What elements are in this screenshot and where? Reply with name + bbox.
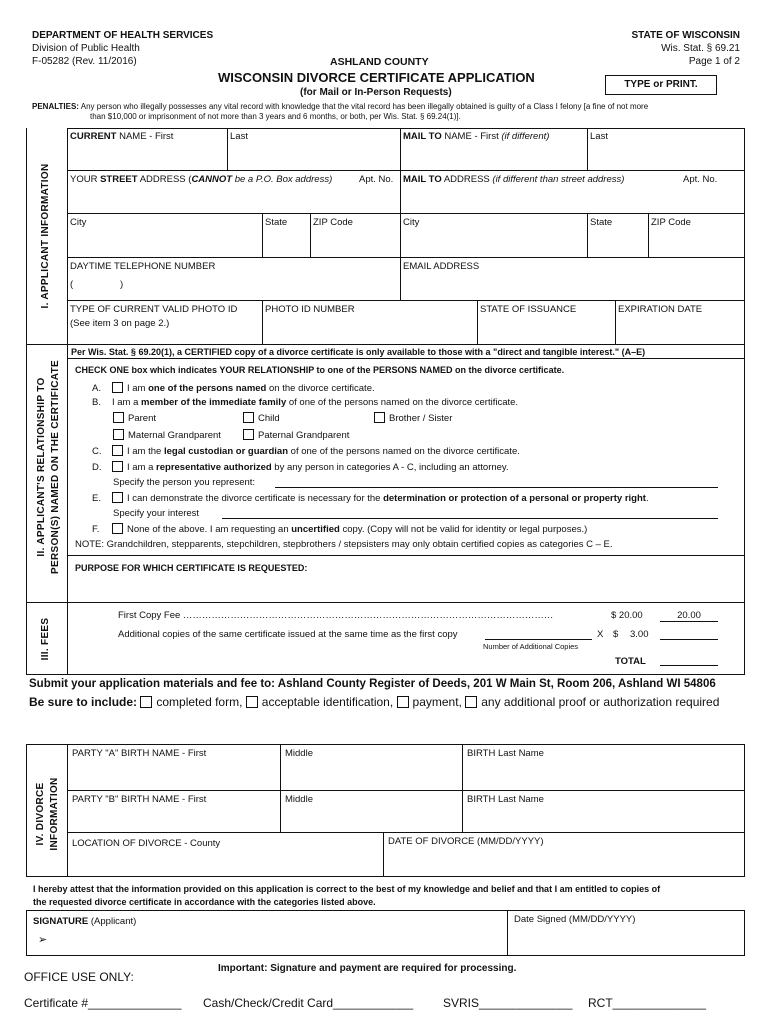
mail-city-label: City <box>403 217 420 228</box>
completed-form-checkbox[interactable] <box>140 696 152 708</box>
type-print-box: TYPE or PRINT. <box>605 75 717 95</box>
page-number: Page 1 of 2 <box>688 56 740 67</box>
submit-line: Submit your application materials and fee to: Ashland County Register of Deeds, 201 W Main St, Room 206, Ashland WI 54806 <box>29 678 716 690</box>
additional-proof-checkbox[interactable] <box>465 696 477 708</box>
direct-interest-statement: Per Wis. Stat. § 69.20(1), a CERTIFIED copy of a divorce certificate is only available to those with a "direct and tangible interest." (A–E) <box>71 347 646 357</box>
option-d-checkbox[interactable] <box>112 461 123 472</box>
option-f: F. None of the above. I am requesting an uncertified copy. (Copy will not be valid for identity or legal purposes.) <box>92 524 588 535</box>
option-d: D. I am a representative authorized by any person in categories A - C, including an attorney. <box>92 462 509 473</box>
divorce-location-label: LOCATION OF DIVORCE - County <box>72 838 221 849</box>
total-line[interactable] <box>660 665 718 666</box>
purpose-label: PURPOSE FOR WHICH CERTIFICATE IS REQUESTED: <box>75 563 308 573</box>
party-a-last-label: BIRTH Last Name <box>467 748 544 759</box>
include-line: Be sure to include: completed form, acceptable identification, payment, any additional proof or authorization required <box>29 695 720 709</box>
additional-copies-label: Additional copies of the same certificate issued at the same time as the first copy <box>118 629 458 640</box>
party-a-middle-label: Middle <box>285 748 313 759</box>
city-label: City <box>70 217 87 228</box>
state-of-issuance-label: STATE OF ISSUANCE <box>480 304 577 315</box>
statute: Wis. Stat. § 69.21 <box>661 43 740 54</box>
form-subtitle: (for Mail or In-Person Requests) <box>300 87 452 98</box>
sibling-checkbox[interactable] <box>374 412 385 423</box>
party-a-first-label: PARTY "A" BIRTH NAME - First <box>72 748 207 759</box>
additional-copies-count-line[interactable] <box>485 639 592 640</box>
option-a-checkbox[interactable] <box>112 382 123 393</box>
attest-text-1: I hereby attest that the information provided on this application is correct to the best of my knowledge and belief and that I am entitled to copies of <box>33 884 661 894</box>
option-b: B. I am a member of the immediate family of one of the persons named on the divorce certificate. <box>92 397 519 408</box>
option-b-paternal: Paternal Grandparent <box>243 429 349 441</box>
section-4-label-1: IV. DIVORCE <box>35 782 46 846</box>
section-4-label-2: INFORMATION <box>49 777 60 851</box>
option-e-specify: Specify your interest <box>113 508 200 519</box>
payment-checkbox[interactable] <box>397 696 409 708</box>
option-c: C. I am the legal custodian or guardian of one of the persons named on the divorce certificate. <box>92 446 520 457</box>
expiration-date-label: EXPIRATION DATE <box>618 304 703 315</box>
interest-line[interactable] <box>222 518 718 519</box>
current-name-last-label: Last <box>230 131 248 142</box>
payment-method-field[interactable]: Cash/Check/Credit Card____________ <box>203 996 414 1010</box>
number-of-copies-caption: Number of Additional Copies <box>483 642 579 651</box>
photo-id-number-label: PHOTO ID NUMBER <box>265 304 355 315</box>
option-b-parent: Parent <box>113 412 156 424</box>
penalties-text-1: Any person who illegally possesses any vital record with knowledge that the vital record has been illegally obtained is guilty of a Class I felony [a fine of not more <box>80 102 649 111</box>
mail-address-label: MAIL TO ADDRESS (if different than street address) <box>403 174 625 185</box>
option-a: A. I am one of the persons named on the divorce certificate. <box>92 383 375 394</box>
penalties <box>32 102 752 122</box>
division-name: Division of Public Health <box>32 43 140 54</box>
form-number: F-05282 (Rev. 11/2016) <box>32 56 137 67</box>
date-signed-label: Date Signed (MM/DD/YYYY) <box>514 914 636 925</box>
penalties-text-2: than $10,000 or imprisonment of not more than 3 years and 6 months, or both, per Wis. Stat. § 69.24(1)]. <box>90 112 461 121</box>
penalties-label: PENALTIES: <box>32 102 79 111</box>
signature-arrow-icon: ➢ <box>38 934 48 946</box>
child-checkbox[interactable] <box>243 412 254 423</box>
mail-zip-label: ZIP Code <box>651 217 691 228</box>
rct-field[interactable]: RCT______________ <box>588 996 707 1010</box>
phone-close-paren: ) <box>120 279 124 290</box>
state-name: STATE OF WISCONSIN <box>631 30 740 41</box>
form-title: WISCONSIN DIVORCE CERTIFICATE APPLICATION <box>218 70 535 85</box>
state-label: State <box>265 217 288 228</box>
see-item-note: (See item 3 on page 2.) <box>70 318 170 329</box>
phone-open-paren: ( <box>70 279 74 290</box>
option-f-checkbox[interactable] <box>112 523 123 534</box>
zip-label: ZIP Code <box>313 217 353 228</box>
option-d-specify: Specify the person you represent: <box>113 477 256 488</box>
important-note: Important: Signature and payment are required for processing. <box>218 963 517 974</box>
parent-checkbox[interactable] <box>113 412 124 423</box>
first-copy-fee-label: First Copy Fee ……………………………………………………………………………………………………… <box>118 610 554 621</box>
attest-text-2: the requested divorce certificate in accordance with the categories listed above. <box>33 897 376 907</box>
section-3-label: III. FEES <box>40 617 51 661</box>
certificate-number-field[interactable]: Certificate #______________ <box>24 996 182 1010</box>
section-1-label: I. APPLICANT INFORMATION <box>40 163 51 309</box>
photo-id-type-label: TYPE OF CURRENT VALID PHOTO ID <box>70 304 238 315</box>
section-2-label-1: II. APPLICANT'S RELATIONSHIP TO <box>36 377 47 557</box>
dollar-sign: $ <box>613 629 619 640</box>
email-label: EMAIL ADDRESS <box>403 261 480 272</box>
divorce-date-label: DATE OF DIVORCE (MM/DD/YYYY) <box>388 836 544 847</box>
county-name: ASHLAND COUNTY <box>330 56 429 68</box>
mail-apt-no-label: Apt. No. <box>683 174 718 185</box>
times-sign: X <box>597 629 604 640</box>
office-use-label: OFFICE USE ONLY: <box>24 970 134 984</box>
phone-label: DAYTIME TELEPHONE NUMBER <box>70 261 216 272</box>
first-copy-fee-amount: $ 20.00 <box>611 610 643 621</box>
paternal-grandparent-checkbox[interactable] <box>243 429 254 440</box>
represent-line[interactable] <box>275 487 718 488</box>
check-one-instruction: CHECK ONE box which indicates YOUR RELATIONSHIP to one of the PERSONS NAMED on the divorce certificate. <box>75 365 565 375</box>
party-b-first-label: PARTY "B" BIRTH NAME - First <box>72 794 207 805</box>
dept-name: DEPARTMENT OF HEALTH SERVICES <box>32 30 214 41</box>
option-b-sibling: Brother / Sister <box>374 412 452 424</box>
option-b-maternal: Maternal Grandparent <box>113 429 221 441</box>
current-name-first-label: CURRENT NAME - First <box>70 131 174 142</box>
mail-state-label: State <box>590 217 613 228</box>
svris-field[interactable]: SVRIS______________ <box>443 996 573 1010</box>
party-b-last-label: BIRTH Last Name <box>467 794 544 805</box>
party-b-middle-label: Middle <box>285 794 313 805</box>
mail-name-last-label: Last <box>590 131 608 142</box>
first-copy-total: 20.00 <box>660 610 718 622</box>
additional-copy-fee: 3.00 <box>630 629 649 640</box>
option-e-checkbox[interactable] <box>112 492 123 503</box>
maternal-grandparent-checkbox[interactable] <box>113 429 124 440</box>
section-2-label-2: PERSON(S) NAMED ON THE CERTIFICATE <box>50 360 61 574</box>
additional-total-line[interactable] <box>660 639 718 640</box>
option-b-child: Child <box>243 412 280 424</box>
mail-name-first-label: MAIL TO NAME - First (if different) <box>403 131 550 142</box>
note: NOTE: Grandchildren, stepparents, stepchildren, stepbrothers / stepsisters may only obtain certified copies as categories C – E. <box>75 539 613 550</box>
identification-checkbox[interactable] <box>246 696 258 708</box>
total-label: TOTAL <box>615 656 646 667</box>
option-e: E. I can demonstrate the divorce certificate is necessary for the determination or protection of a personal or property right. <box>92 493 649 504</box>
signature-label: SIGNATURE (Applicant) <box>33 916 137 927</box>
option-c-checkbox[interactable] <box>112 445 123 456</box>
apt-no-label: Apt. No. <box>359 174 394 185</box>
street-address-label: YOUR STREET ADDRESS (CANNOT be a P.O. Box address) <box>70 174 333 185</box>
